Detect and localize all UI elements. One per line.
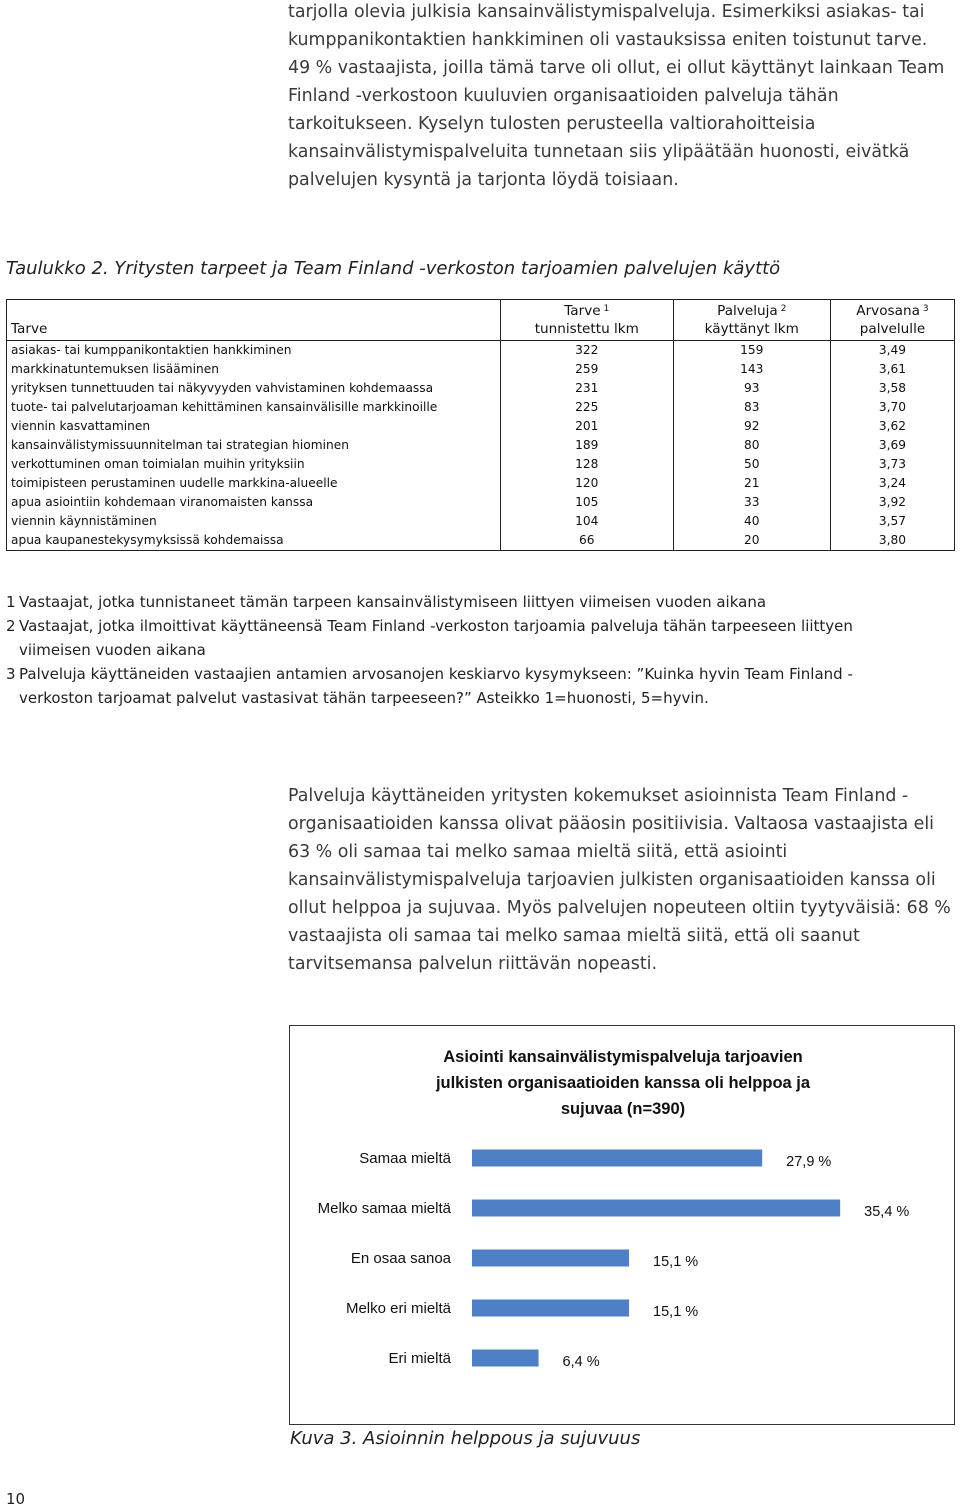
- table-title: Taulukko 2. Yritysten tarpeet ja Team Finland -verkoston tarjoamien palvelujen käyttö: [6, 258, 781, 279]
- header-identified-line2: tunnistettu lkm: [534, 321, 639, 337]
- category-label: Melko eri mieltä: [345, 1300, 451, 1317]
- table-row: [7, 455, 955, 474]
- row-used: 92: [673, 417, 830, 436]
- table-row: [7, 512, 955, 531]
- row-identified: 189: [501, 436, 674, 455]
- row-identified: 201: [501, 417, 674, 436]
- table-row: [7, 436, 955, 455]
- row-grade: 3,80: [830, 531, 954, 551]
- footnote-mark: 2: [6, 617, 16, 635]
- footnote-text: Palveluja käyttäneiden vastaajien antamien arvosanojen keskiarvo kysymykseen: ”Kuinka hyvin Team Finland -verkoston tarjoamat palvelut vastasivat tähän tarpeeseen?” Asteikko 1=huonosti, 5=hyvin.: [19, 665, 853, 707]
- footnote: [6, 614, 906, 662]
- row-used: 80: [673, 436, 830, 455]
- bar: [472, 1300, 629, 1317]
- header-used-line2: käyttänyt lkm: [704, 321, 799, 337]
- footnote-ref-1: 1: [603, 304, 610, 314]
- chart-title-line: sujuvaa (n=390): [560, 1100, 686, 1118]
- row-identified: 259: [501, 360, 674, 379]
- header-need: Tarve: [7, 300, 501, 341]
- table-row: [7, 398, 955, 417]
- row-identified: 322: [501, 341, 674, 361]
- footnote-ref-3: 3: [922, 304, 929, 314]
- row-need: viennin käynnistäminen: [7, 512, 501, 531]
- row-need: markkinatuntemuksen lisääminen: [7, 360, 501, 379]
- row-used: 40: [673, 512, 830, 531]
- row-used: 50: [673, 455, 830, 474]
- row-grade: 3,61: [830, 360, 954, 379]
- bar: [472, 1350, 539, 1367]
- footnote-mark: 1: [6, 593, 16, 611]
- bar: [472, 1250, 629, 1267]
- row-grade: 3,49: [830, 341, 954, 361]
- table-row: [7, 360, 955, 379]
- row-need: apua kaupanestekysymyksissä kohdemaissa: [7, 531, 501, 551]
- row-identified: 128: [501, 455, 674, 474]
- middle-paragraph: Palveluja käyttäneiden yritysten kokemukset asioinnista Team Finland -organisaatioiden kanssa olivat pääosin positiivisia. Valtaosa vastaajista eli 63 % oli samaa tai melko samaa mieltä siitä, että asiointi kansainvälistymispalveluja tarjoavien julkisten organisaatioiden kanssa oli ollut helppoa ja sujuvaa. Myös palvelujen nopeuteen oltiin tyytyväisiä: 68 % vastaajista oli samaa tai melko samaa mieltä siitä, että oli saanut tarvitsemansa palvelun riittävän nopeasti.: [288, 786, 951, 974]
- table-row: [7, 531, 955, 551]
- header-used-line1: Palveluja: [717, 303, 778, 319]
- footnote-ref-2: 2: [780, 304, 787, 314]
- chart-title-line: julkisten organisaatioiden kanssa oli helppoa ja: [435, 1074, 811, 1092]
- row-grade: 3,92: [830, 493, 954, 512]
- row-need: tuote- tai palvelutarjoaman kehittäminen kansainvälisille markkinoille: [7, 398, 501, 417]
- row-used: 33: [673, 493, 830, 512]
- row-used: 21: [673, 474, 830, 493]
- header-used: [673, 300, 830, 341]
- row-used: 20: [673, 531, 830, 551]
- row-grade: 3,58: [830, 379, 954, 398]
- value-label: 35,4 %: [864, 1204, 910, 1220]
- row-need: yrityksen tunnettuuden tai näkyvyyden vahvistaminen kohdemaassa: [7, 379, 501, 398]
- table-row: [7, 379, 955, 398]
- row-used: 83: [673, 398, 830, 417]
- category-label: Eri mieltä: [388, 1350, 451, 1367]
- value-label: 15,1 %: [653, 1254, 699, 1270]
- chart-frame: [289, 1025, 955, 1425]
- row-need: viennin kasvattaminen: [7, 417, 501, 436]
- header-grade-line2: palvelulle: [859, 321, 926, 337]
- value-label: 6,4 %: [562, 1354, 600, 1370]
- row-grade: 3,24: [830, 474, 954, 493]
- chart-title-line: Asiointi kansainvälistymispalveluja tarjoavien: [443, 1048, 803, 1066]
- row-need: apua asiointiin kohdemaan viranomaisten kanssa: [7, 493, 501, 512]
- intro-paragraph: tarjolla olevia julkisia kansainvälistymispalveluja. Esimerkiksi asiakas- tai kumppanikontaktien hankkiminen oli vastauksissa eniten toistunut tarve. 49 % vastaajista, joilla tämä tarve oli ollut, ei ollut käyttänyt lainkaan Team Finland -verkostoon kuuluvien organisaatioiden palveluja tähän tarkoitukseen. Kyselyn tulosten perusteella valtiorahoitteisia kansainvälistymispalveluita tunnetaan siis ylipäätään huonosti, eivätkä palvelujen kysyntä ja tarjonta löydä toisiaan.: [288, 2, 945, 190]
- footnote: [6, 662, 906, 710]
- footnote-text: Vastaajat, jotka tunnistaneet tämän tarpeen kansainvälistymiseen liittyen viimeisen vuoden aikana: [19, 593, 767, 611]
- row-identified: 120: [501, 474, 674, 493]
- row-need: kansainvälistymissuunnitelman tai strategian hiominen: [7, 436, 501, 455]
- needs-table: [6, 299, 955, 551]
- footnote-mark: 3: [6, 665, 16, 683]
- row-need: verkottuminen oman toimialan muihin yrityksiin: [7, 455, 501, 474]
- table-row: [7, 417, 955, 436]
- header-grade-line1: Arvosana: [856, 303, 920, 319]
- category-label: En osaa sanoa: [350, 1250, 451, 1267]
- value-label: 15,1 %: [653, 1304, 699, 1320]
- row-identified: 105: [501, 493, 674, 512]
- row-need: toimipisteen perustaminen uudelle markkina-alueelle: [7, 474, 501, 493]
- header-grade: [830, 300, 954, 341]
- row-need: asiakas- tai kumppanikontaktien hankkiminen: [7, 341, 501, 361]
- category-label: Samaa mieltä: [359, 1150, 451, 1167]
- table-row: [7, 341, 955, 361]
- row-used: 159: [673, 341, 830, 361]
- footnotes: [6, 590, 906, 710]
- bar: [472, 1150, 762, 1167]
- row-grade: 3,57: [830, 512, 954, 531]
- value-label: 27,9 %: [786, 1154, 832, 1170]
- row-used: 143: [673, 360, 830, 379]
- row-identified: 231: [501, 379, 674, 398]
- row-identified: 225: [501, 398, 674, 417]
- table-header-row: [7, 300, 955, 341]
- footnote-text: Vastaajat, jotka ilmoittivat käyttäneensä Team Finland -verkoston tarjoamia palveluja tähän tarpeeseen liittyen viimeisen vuoden aikana: [19, 617, 853, 659]
- row-grade: 3,69: [830, 436, 954, 455]
- page-number: 10: [6, 1490, 26, 1508]
- category-label: Melko samaa mieltä: [317, 1200, 451, 1217]
- row-grade: 3,73: [830, 455, 954, 474]
- row-identified: 66: [501, 531, 674, 551]
- row-grade: 3,70: [830, 398, 954, 417]
- bar: [472, 1200, 840, 1217]
- header-identified: [501, 300, 674, 341]
- footnote: [6, 590, 906, 614]
- table-row: [7, 493, 955, 512]
- table-row: [7, 474, 955, 493]
- header-identified-line1: Tarve: [564, 303, 601, 319]
- row-grade: 3,62: [830, 417, 954, 436]
- row-identified: 104: [501, 512, 674, 531]
- bar-chart: [290, 1026, 954, 1424]
- figure-caption: Kuva 3. Asioinnin helppous ja sujuvuus: [290, 1428, 641, 1449]
- row-used: 93: [673, 379, 830, 398]
